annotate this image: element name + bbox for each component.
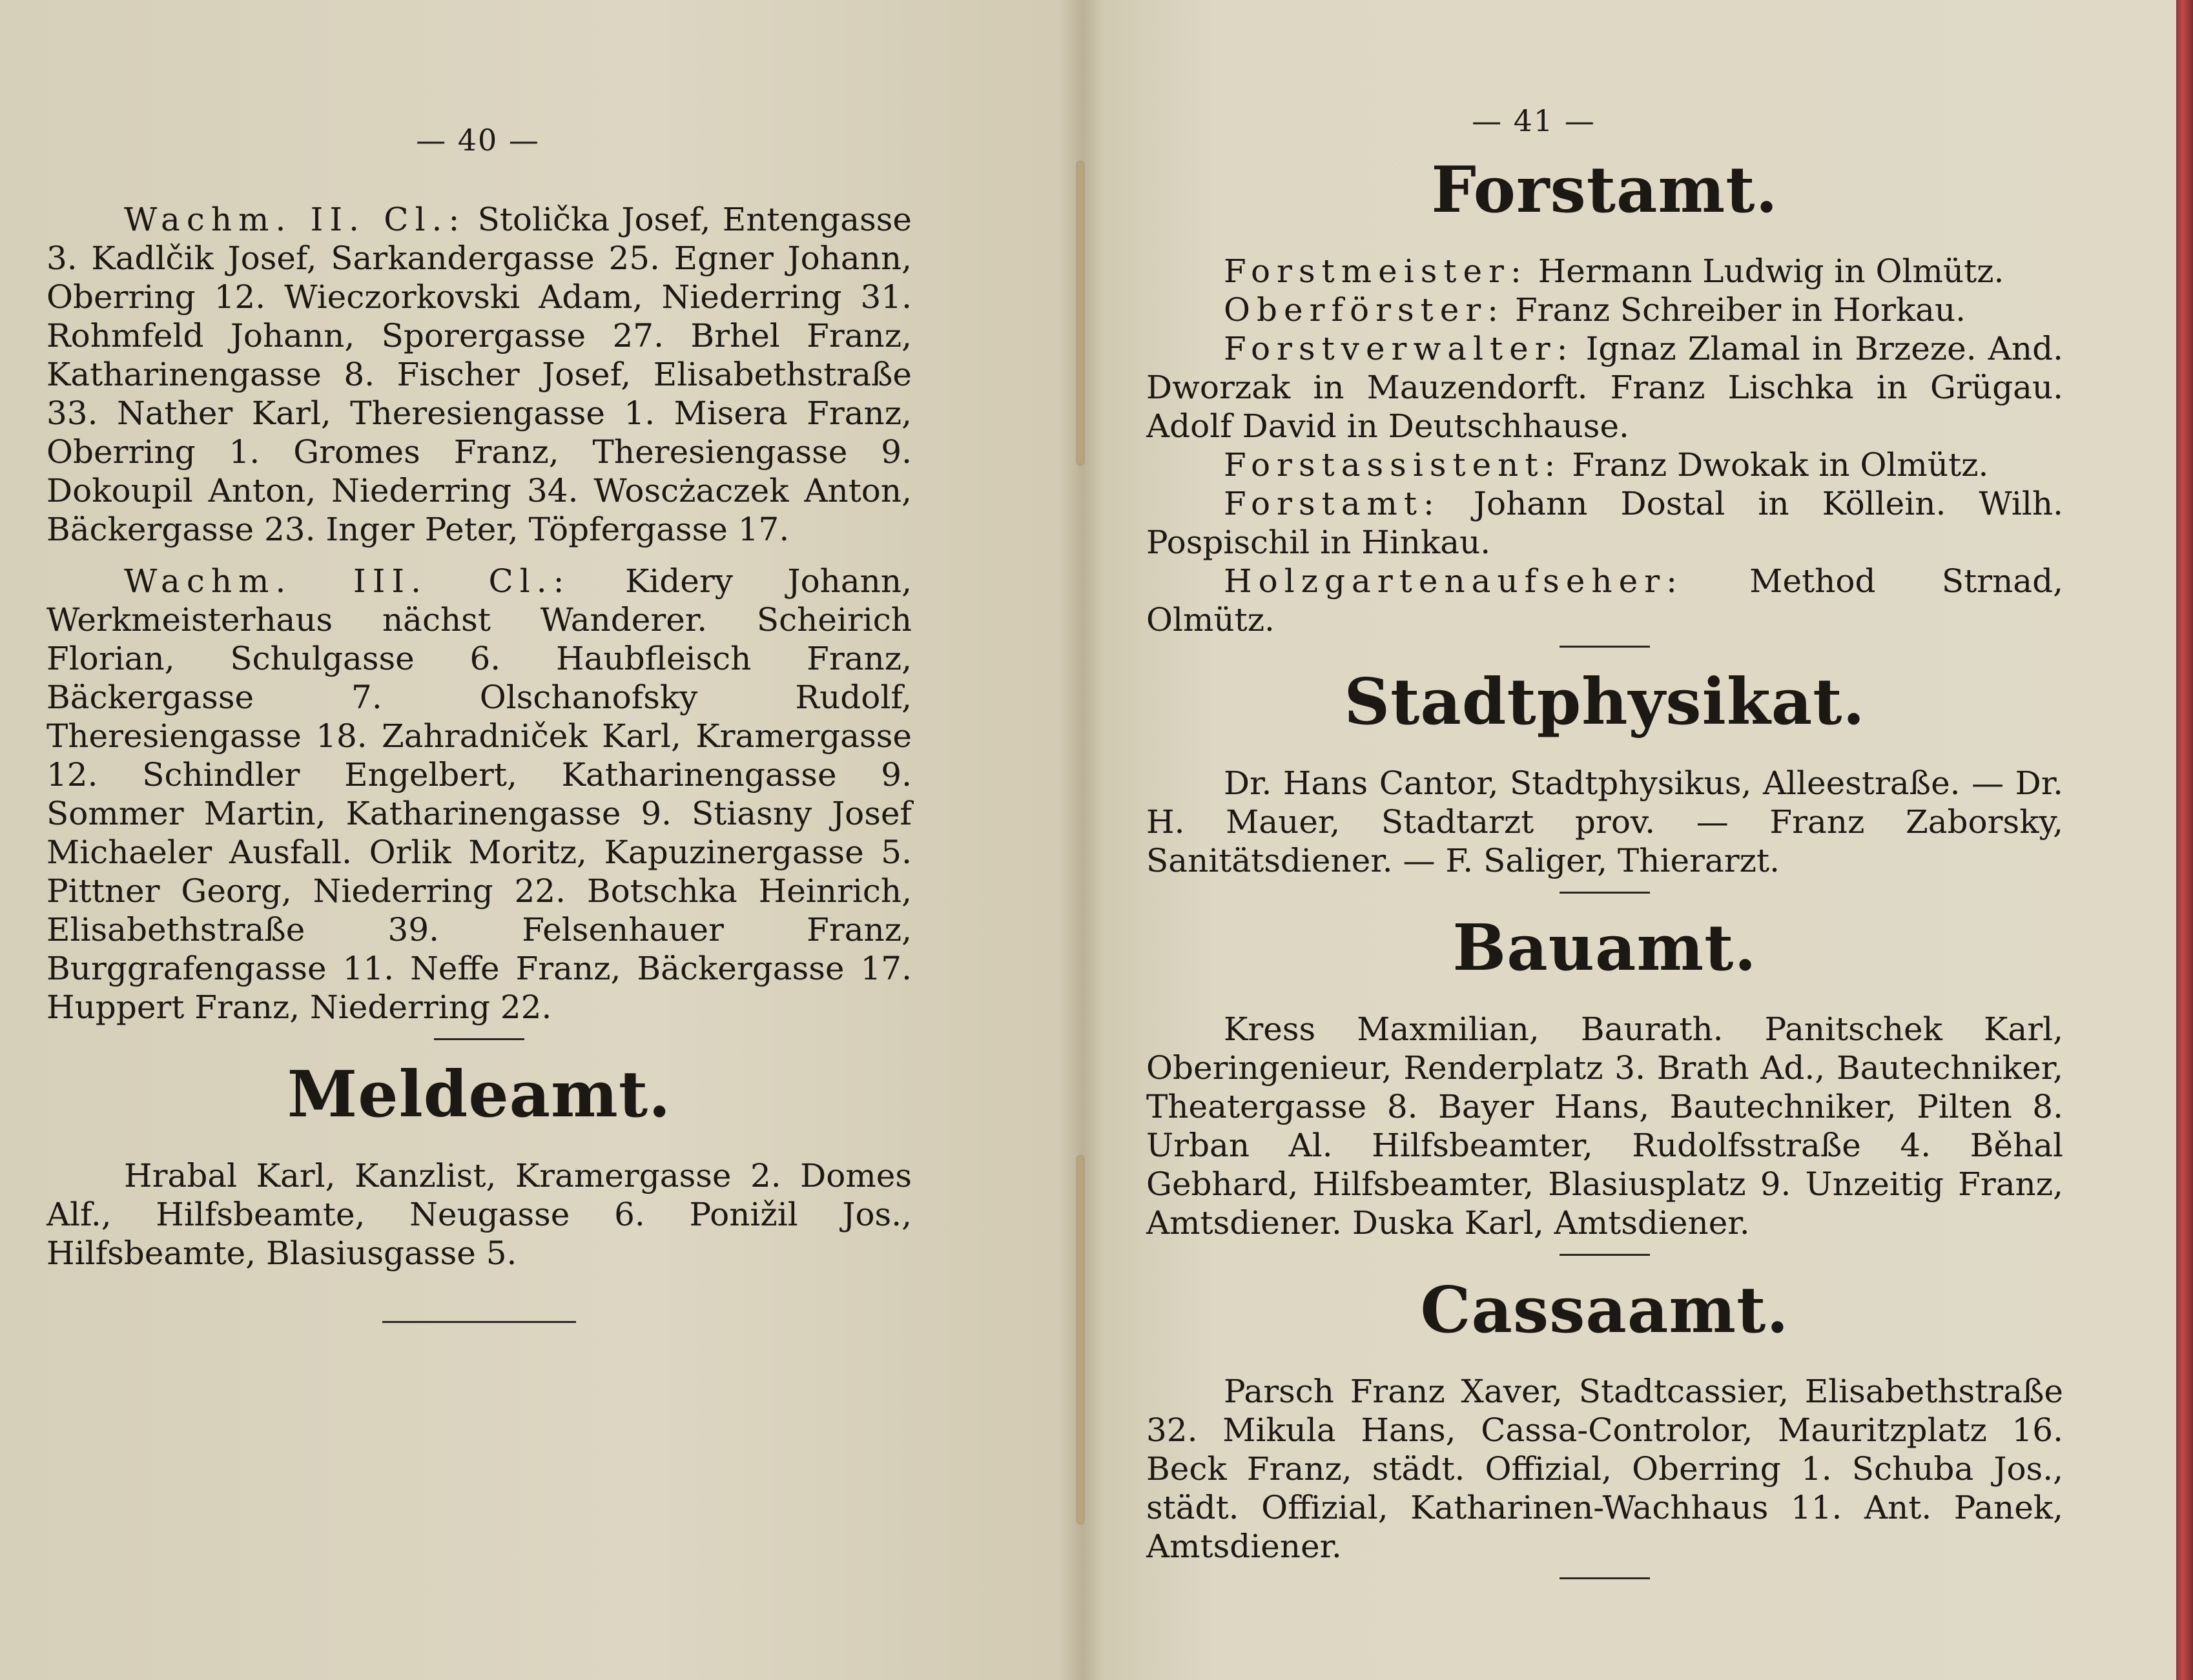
section-text: Dr. Hans Cantor, Stadtphysikus, Alleestraße. — Dr. H. Mauer, Stadtarzt prov. — Franz Zaborsky, Sanitätsdiener. — F. Saliger, Thierarzt. [1146, 764, 2063, 879]
paragraph-wachm-iii [46, 562, 912, 1027]
section-divider [434, 1038, 524, 1040]
forstamt-entry: Forstverwalter: Ignaz Zlamal in Brzeze. And. Dworzak in Mauzendorft. Franz Lischka in Grügau. Adolf David in Deutschhause. [1146, 330, 2063, 445]
section-divider [382, 1321, 576, 1323]
section-heading-bauamt: Bauamt. [1452, 911, 1757, 985]
page-number: — 40 — [416, 123, 540, 158]
paragraph-lead: Wachm. II. Cl.: [124, 201, 466, 238]
binding-thread [1077, 161, 1084, 465]
binding-thread [1077, 1156, 1084, 1524]
paragraph-text: Kidery Johann, Werkmeisterhaus nächst Wanderer. Scheirich Florian, Schulgasse 6. Haubfleisch Franz, Bäckergasse 7. Olschanofsky Rudolf, Theresiengasse 18. Zahradniček Karl, Kramergasse 12. Schindler Engelbert, Katharinengasse 9. Sommer Martin, Katharinengasse 9. Stiasny Josef Michaeler Ausfall. Orlik Moritz, Kapuzinergasse 5. Pittner Georg, Niederring 22. Botschka Heinrich, Elisabethstraße 39. Felsenhauer Franz, Burggrafengasse 11. Neffe Franz, Bäckergasse 17. Huppert Franz, Niederring 22. [46, 562, 912, 1026]
paragraph-wachm-ii [46, 200, 912, 549]
paragraph-lead: Wachm. III. Cl.: [124, 562, 571, 600]
page-number: — 41 — [1472, 103, 1596, 138]
forstamt-entry: Forstamt: Johann Dostal in Köllein. Wilh. Pospischil in Hinkau. [1146, 485, 2063, 561]
section-text: Kress Maxmilian, Baurath. Panitschek Karl, Oberingenieur, Renderplatz 3. Brath Ad., Bautechniker, Theatergasse 8. Bayer Hans, Bautechniker, Pilten 8. Urban Al. Hilfsbeamter, Rudolfsstraße 4. Běhal Gebhard, Hilfsbeamter, Blasiusplatz 9. Unzeitig Franz, Amtsdiener. Duska Karl, Amtsdiener. [1146, 1010, 2063, 1242]
forstamt-entry: Oberförster: Franz Schreiber in Horkau. [1224, 291, 1966, 329]
section-heading-cassaamt: Cassaamt. [1420, 1273, 1789, 1347]
right-page-text [1146, 155, 2063, 1579]
forstamt-entry: Forstassistent: Franz Dwokak in Olmütz. [1224, 446, 1989, 484]
section-text: Parsch Franz Xaver, Stadtcassier, Elisabethstraße 32. Mikula Hans, Cassa-Controlor, Mauritzplatz 16. Beck Franz, städt. Offizial, Oberring 1. Schuba Jos., städt. Offizial, Katharinen-Wachhaus 11. Ant. Panek, Amtsdiener. [1146, 1373, 2063, 1565]
forstamt-entry: Holzgartenaufseher: Method Strnad, Olmütz. [1146, 562, 2063, 639]
left-page [0, 0, 1082, 1680]
section-divider [1560, 1577, 1650, 1579]
section-divider [1560, 892, 1650, 894]
section-divider [1560, 1254, 1650, 1256]
section-text: Hrabal Karl, Kanzlist, Kramergasse 2. Domes Alf., Hilfsbeamte, Neugasse 6. Ponižil Jos., Hilfsbeamte, Blasiusgasse 5. [46, 1157, 912, 1272]
page-edge [2176, 0, 2193, 1680]
section-divider [1560, 646, 1650, 648]
forstamt-entry: Forstmeister: Hermann Ludwig in Olmütz. [1224, 252, 2004, 290]
section-heading-stadtphysikat: Stadtphysikat. [1344, 665, 1866, 739]
section-heading-forstamt: Forstamt. [1431, 153, 1778, 227]
section-heading: Meldeamt. [287, 1058, 672, 1132]
paragraph-text: Stolička Josef, Entengasse 3. Kadlčik Josef, Sarkandergasse 25. Egner Johann, Oberring 12. Wieczorkovski Adam, Niederring 31. Rohmfeld Johann, Sporergasse 27. Brhel Franz, Katharinengasse 8. Fischer Josef, Elisabethstraße 33. Nather Karl, Theresiengasse 1. Misera Franz, Oberring 1. Gromes Franz, Theresiengasse 9. Dokoupil Anton, Niederring 34. Woscżaczek Anton, Bäckergasse 23. Inger Peter, Töpfergasse 17. [46, 201, 912, 548]
right-page [1082, 0, 2176, 1680]
left-page-text [46, 200, 912, 1323]
